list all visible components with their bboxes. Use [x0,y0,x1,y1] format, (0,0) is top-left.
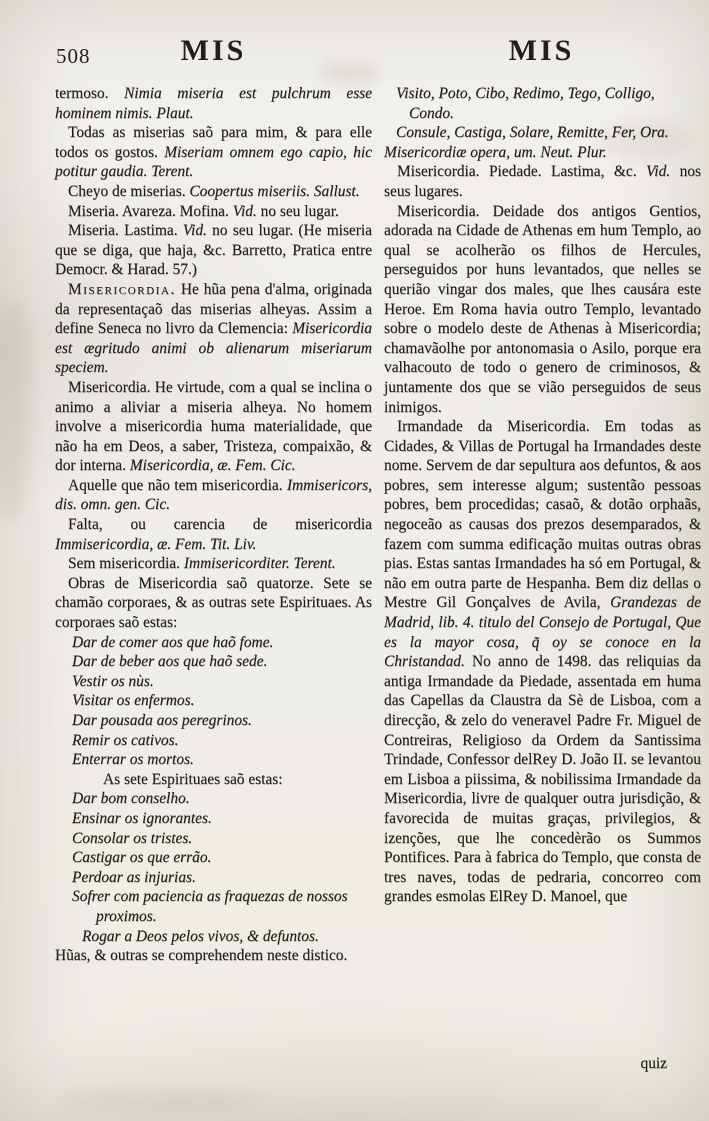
paragraph [55,946,372,966]
paragraph [55,182,372,202]
paragraph [55,829,372,849]
text-column-left [55,84,372,966]
paragraph [55,927,372,947]
italic-text: Vestir os nùs. [72,672,154,690]
italic-text: Vid. [182,222,207,240]
paragraph [384,202,701,418]
italic-text: Consolar os tristes. [72,829,193,847]
italic-text: Vid. [232,202,257,220]
paragraph [55,789,372,809]
italic-text: Immisericordia, æ. Fem. Tit. Liv. [55,535,257,553]
paragraph [55,750,372,770]
paragraph [55,476,372,515]
paragraph [55,848,372,868]
body-text: Aquelle que não tem misericordia. [68,476,287,494]
paragraph [384,84,701,123]
paper-stain [60,1090,260,1112]
paragraph [55,711,372,731]
paragraph [55,123,372,182]
body-text: Irmandade da Misericordia. Em todas as Cidades, & Villas de Portugal ha Irmandades deste nome. Servem de dar sepultura aos defuntos, & aos pobres, sem interesse algum; sustentão pessoas pobres, bem procedidas; casaõ, & dotão orphaãs, negoceão as causas dos prezos desemparados, & fazem com summa edificação muitas outras obras pias. Estas santas Irmandades ha só em Portugal, & não em outra parte de Hespanha. Bem diz dellas o Mestre Gil Gonçalves de Avila, [384,418,701,612]
paragraph [55,84,372,123]
paragraph [55,515,372,554]
italic-text: Rogar a Deos pelos vivos, & defuntos. [82,927,319,945]
paragraph [55,652,372,672]
italic-text: Nimia miseria est pulchrum esse hominem nimis. Plaut. [55,85,373,122]
italic-text: Dar bom conselho. [72,790,190,808]
body-text: Misericordia. He virtude, com a qual se inclina o animo a aliviar a miseria alheya. No homem involve a misericordia huma materialidade, que não ha em Deos, a saber, Tristeza, compaixão, & dor interna. [55,378,372,475]
body-text: no seu lugar. (He miseria que se diga, que haja, &c. Barretto, Pratica entre Democr. & Harad. 57.) [55,222,372,279]
body-text: No anno de 1498. das reliquias da antiga Irmandade da Piedade, assentada em huma das Capellas da Claustra da Sè de Lisboa, com a direcção, & zelo do veneravel Padre Fr. Miguel de Contreiras, Religioso da Ordem da Santissima Trindade, Confessor delRey D. João II. se levantou em Lisboa a piissima, & nobilissima Irmandade da Misericordia, livre de qualquer outra jurisdição, & favorecida de muitas graças, privilegios, & izenções, que lhe concedèrão os Summos Pontifices. Para à fabrica do Templo, que consta de tres naves, todas de pedraria, concorreo com grandes esmolas ElRey D. Manoel, que [384,653,701,906]
body-text: Miseria. Lastima. [68,222,183,240]
body-text: Misericordia. Deidade dos antigos Gentios, adorada na Cidade de Athenas em hum Templo, ao qual se acolherão os filhos de Hercules, perseguidos por huns levantados, que nelles se querião vingar dos males, que lhes causára este Heroe. Em Roma havia outro Templo, levantado sobre o modelo deste de Athenas à Misericordia; chamavãolhe por antonomasia o Asilo, porque era valhacouto de todo o genero de criminosos, & juntamente dos que se vião perseguidos de seus inimigos. [384,202,701,416]
paragraph [55,770,372,790]
catchword: quiz [640,1055,667,1072]
body-text: no seu lugar. [256,202,339,220]
body-text: Cheyo de miserias. [68,182,190,200]
paragraph [55,574,372,633]
italic-text: Remir os cativos. [72,731,179,749]
body-text: He hũa pena d'alma, originada da representaçaõ das miserias alheyas. Assim a define Seneca no livro da Clemencia: [55,280,372,338]
body-text: Falta, ou carencia de misericordia [68,516,372,534]
paragraph [55,554,372,574]
body-text: As sete Espirituaes saõ estas: [103,770,283,788]
body-text: Hũas, & outras se comprehendem neste distico. [55,947,348,965]
page-number: 508 [56,44,91,68]
italic-text: Coopertus miseriis. Sallust. [189,182,360,200]
italic-text: Miseriam omnem ego capio, hic potitur gaudia. Terent. [55,143,372,181]
paragraph [384,417,701,907]
italic-text: Sofrer com paciencia as fraquezas de nossos proximos. [72,888,348,925]
body-text: Obras de Misericordia saõ quatorze. Sete se chamão corporaes, & as outras sete Espirituaes. As corporaes saõ estas: [55,574,372,632]
paragraph [55,672,372,692]
italic-text: Consule, Castiga, Solare, Remitte, Fer, Ora. [396,124,669,142]
body-text: nos seus lugares. [384,163,701,200]
italic-text: Misericordia, æ. Fem. Cic. [129,457,296,475]
italic-text: Vid. [646,163,671,181]
italic-text: Perdoar as injurias. [72,868,196,886]
body-text: Todas as miserias saõ para mim, & para elle todos os gostos. [55,124,372,161]
paragraph [55,221,372,280]
italic-text: Grandezas de Madrid, lib. 4. titulo del Consejo de Portugal, Que es la mayor cosa, q̃ oy se conoce en la Christandad. [384,594,701,671]
italic-text: Castigar os que errão. [72,849,212,867]
italic-text: Enterrar os mortos. [72,751,194,769]
paragraph [384,143,701,163]
body-text: Miseria. Avareza. Mofina. [68,202,233,220]
body-text: termoso. [55,85,125,102]
paragraph [55,868,372,888]
paragraph [384,162,701,201]
paragraph [55,378,372,476]
italic-text: Ensinar os ignorantes. [72,809,212,827]
italic-text: Dar de comer aos que haõ fome. [72,633,274,651]
italic-text: Immisericors, dis. omn. gen. Cic. [55,476,372,514]
paragraph [55,202,372,222]
italic-text: Dar pousada aos peregrinos. [72,712,252,729]
smallcaps-headword: Misericordia. [68,280,177,298]
paper-stain [0,300,32,520]
running-head-left: MIS [180,34,247,67]
italic-text: Immisericorditer. Terent. [183,555,336,573]
body-text: Misericordia. Piedade. Lastima, &c. [397,163,647,181]
italic-text: Misericordiæ opera, um. Neut. Plur. [384,143,607,161]
italic-text: Visitar os enfermos. [72,692,195,710]
running-head-right: MIS [508,34,575,67]
paragraph [384,123,701,143]
paragraph [55,633,372,653]
italic-text: Visito, Poto, Cibo, Redimo, Tego, Colligo, Condo. [396,85,655,122]
body-text: Sem misericordia. [68,555,184,573]
italic-text: Misericordia est ægritudo animi ob alienarum miseriarum speciem. [55,320,372,377]
paragraph [55,280,372,378]
paragraph [55,887,372,926]
paragraph [55,731,372,751]
italic-text: Dar de beber aos que haõ sede. [72,653,268,671]
text-column-right [384,84,701,907]
paragraph [55,691,372,711]
paragraph [55,809,372,829]
